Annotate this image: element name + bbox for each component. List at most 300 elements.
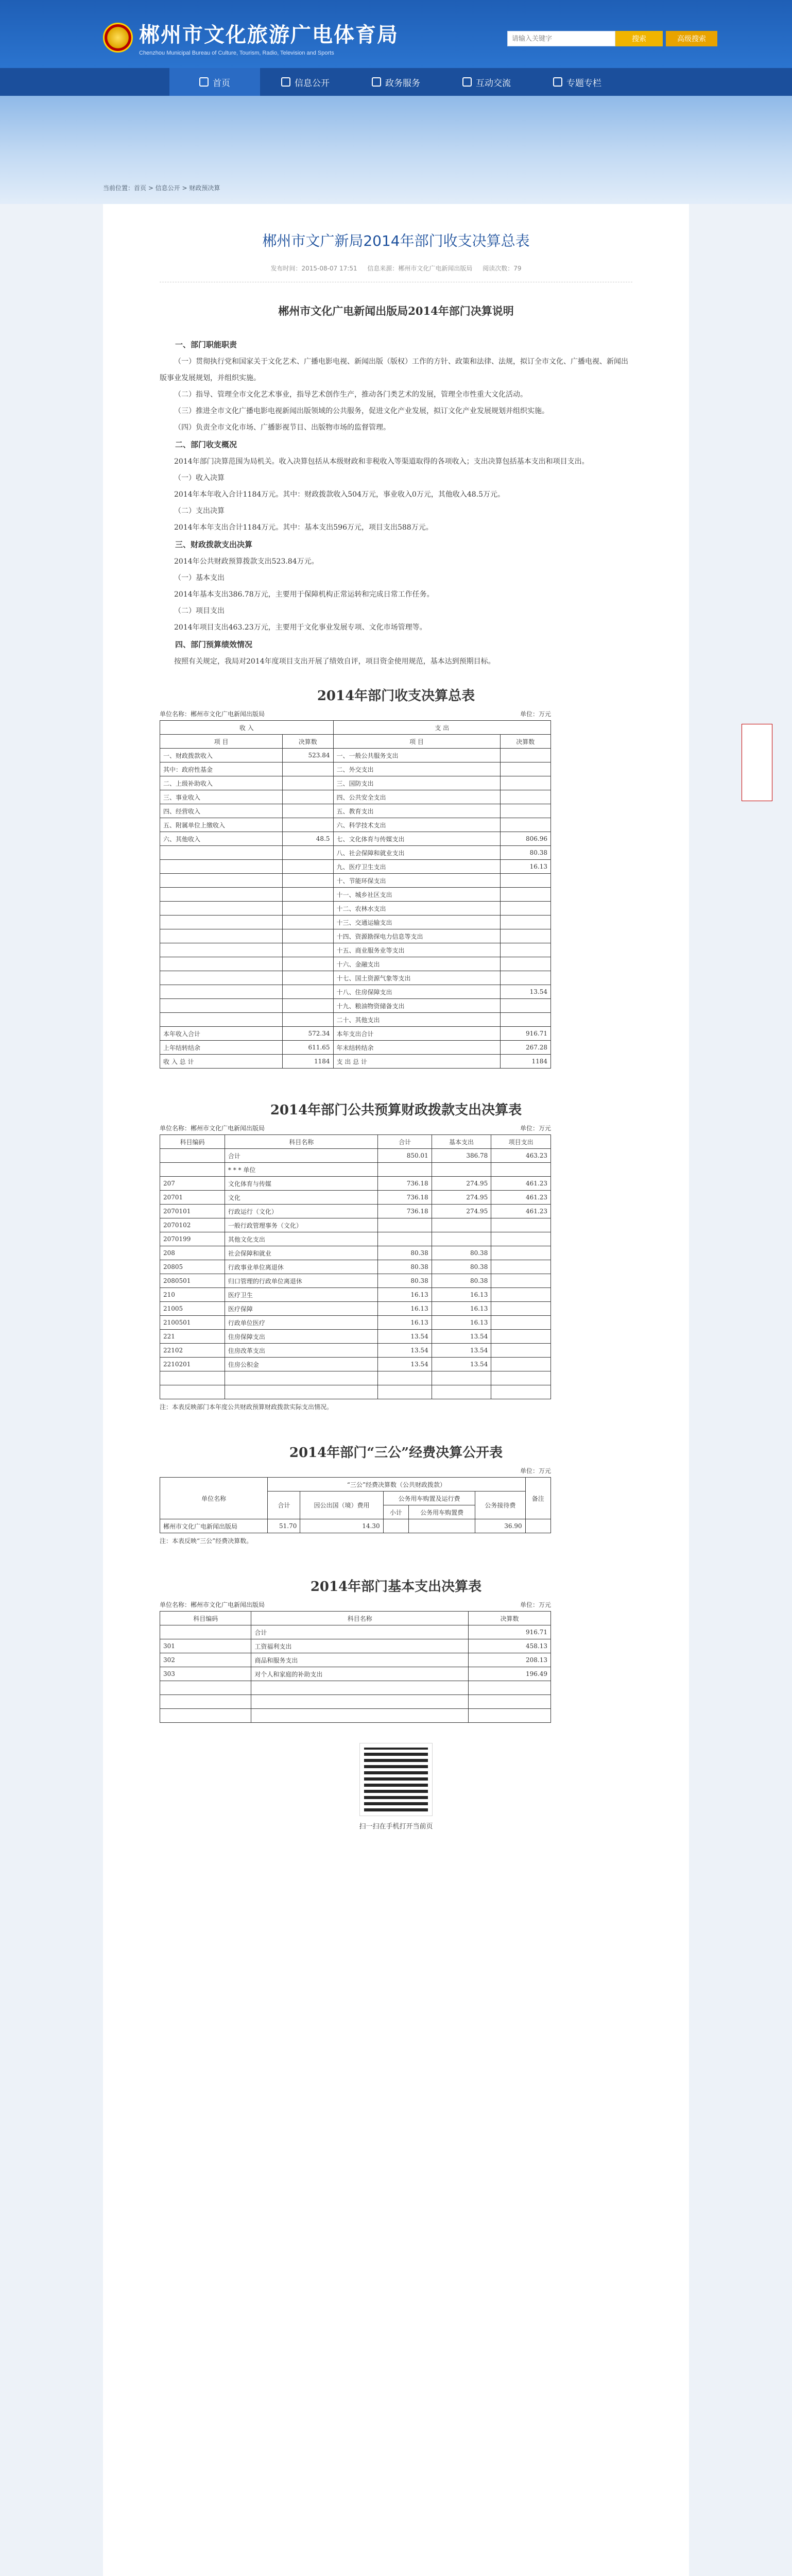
paragraph: （二）支出决算 xyxy=(174,507,225,515)
table-cell: 458.13 xyxy=(469,1639,551,1653)
table-cell xyxy=(469,1709,551,1723)
table-row xyxy=(160,1653,551,1667)
table-cell xyxy=(469,1695,551,1709)
doc-title: 郴州市文化广电新闻出版局2014年部门决算说明 xyxy=(278,304,514,317)
nav-info-public[interactable]: 信息公开 xyxy=(260,68,351,96)
table-cell xyxy=(283,999,333,1013)
table-row xyxy=(160,874,551,888)
table-cell: 公务接待费 xyxy=(475,1492,525,1519)
table-cell xyxy=(160,916,283,929)
table-cell xyxy=(500,818,550,832)
table-cell xyxy=(251,1709,469,1723)
table-cell: 科目名称 xyxy=(251,1612,469,1625)
table-row xyxy=(160,832,551,846)
table-cell: 14.30 xyxy=(300,1519,383,1533)
banner xyxy=(0,96,792,204)
table-cell xyxy=(491,1163,551,1177)
table-cell xyxy=(160,929,283,943)
table-cell: 16.13 xyxy=(378,1302,432,1316)
table-cell xyxy=(160,888,283,902)
table-row xyxy=(160,943,551,957)
table-row xyxy=(160,1639,551,1653)
table-cell xyxy=(500,804,550,818)
table-cell xyxy=(378,1371,432,1385)
table-cell: 社会保障和就业 xyxy=(225,1246,378,1260)
table-cell: 其中：政府性基金 xyxy=(160,762,283,776)
table-row xyxy=(160,1260,551,1274)
breadcrumb: 当前位置：首页 > 信息公开 > 财政预决算 xyxy=(103,184,220,192)
table-cell xyxy=(160,1695,251,1709)
main-nav xyxy=(0,68,792,96)
table1-title: 2014年部门收支决算总表 xyxy=(317,688,475,704)
table-cell: 决算数 xyxy=(500,735,550,749)
table-cell: 工资福利支出 xyxy=(251,1639,469,1653)
table-row xyxy=(160,1302,551,1316)
table-cell xyxy=(491,1316,551,1330)
table-cell: 十一、城乡社区支出 xyxy=(333,888,500,902)
nav-interaction[interactable]: 互动交流 xyxy=(441,68,532,96)
nav-gov-service[interactable]: 政务服务 xyxy=(351,68,441,96)
search-input[interactable] xyxy=(507,31,615,46)
table-cell: 住房公积金 xyxy=(225,1358,378,1371)
table-row xyxy=(160,1330,551,1344)
table-cell: 项 目 xyxy=(160,735,283,749)
table-cell: 22102 xyxy=(160,1344,225,1358)
advanced-search-button[interactable]: 高级搜索 xyxy=(666,31,717,46)
table-cell: 其他文化支出 xyxy=(225,1232,378,1246)
paragraph: （一）基本支出 xyxy=(174,574,225,582)
table-cell: 2100501 xyxy=(160,1316,225,1330)
table-row xyxy=(160,1163,551,1177)
table-cell xyxy=(500,749,550,762)
paragraph: （二）项目支出 xyxy=(174,607,225,615)
table-cell xyxy=(283,943,333,957)
side-float-badge[interactable] xyxy=(742,724,772,801)
table-cell xyxy=(160,1625,251,1639)
table-cell xyxy=(469,1681,551,1695)
table-row xyxy=(160,1232,551,1246)
table-cell: 项 目 xyxy=(333,735,500,749)
table-cell: 736.18 xyxy=(378,1177,432,1191)
table-cell: 商品和服务支出 xyxy=(251,1653,469,1667)
table-cell xyxy=(378,1385,432,1399)
table-cell: 合计 xyxy=(378,1135,432,1149)
table-cell: 916.71 xyxy=(500,1027,550,1041)
table-cell: 2070101 xyxy=(160,1205,225,1218)
table-cell: 小计 xyxy=(383,1505,408,1519)
table-row xyxy=(160,762,551,776)
table-row xyxy=(160,1191,551,1205)
table-cell xyxy=(283,1013,333,1027)
table-cell: 住房保障支出 xyxy=(225,1330,378,1344)
table-cell: 16.13 xyxy=(432,1302,491,1316)
qr-label: 扫一扫在手机打开当前页 xyxy=(359,1823,433,1831)
table-row xyxy=(160,1478,551,1492)
table-cell: “三公”经费决算数（公共财政拨款） xyxy=(268,1478,525,1492)
table-cell: 归口管理的行政单位离退休 xyxy=(225,1274,378,1288)
table-cell xyxy=(500,916,550,929)
table-cell xyxy=(251,1695,469,1709)
table-cell xyxy=(283,818,333,832)
table3-note: 注：本表反映“三公”经费决算数。 xyxy=(160,1537,253,1545)
table-row xyxy=(160,790,551,804)
table1-caption: 单位名称：郴州市文化广电新闻出版局 单位：万元 xyxy=(160,710,551,718)
table-cell xyxy=(225,1385,378,1399)
table2-note: 注：本表反映部门本年度公共财政预算财政拨款实际支出情况。 xyxy=(160,1403,333,1411)
three-public-table xyxy=(160,1477,551,1533)
table-cell: 十、节能环保支出 xyxy=(333,874,500,888)
table-row xyxy=(160,1612,551,1625)
table-cell xyxy=(160,860,283,874)
table-cell: 一、财政拨款收入 xyxy=(160,749,283,762)
paragraph: 按照有关规定，我局对2014年度项目支出开展了绩效自评，项目资金使用规范，基本达到预期目标。 xyxy=(174,657,495,666)
table-cell: 科目编码 xyxy=(160,1612,251,1625)
table-cell: 572.34 xyxy=(283,1027,333,1041)
table-row xyxy=(160,916,551,929)
table-cell: 收 入 总 计 xyxy=(160,1055,283,1069)
table-cell xyxy=(383,1519,408,1533)
table-cell xyxy=(283,776,333,790)
table-cell: 51.70 xyxy=(268,1519,300,1533)
table-cell: 备注 xyxy=(525,1478,550,1519)
search-button[interactable]: 搜索 xyxy=(615,31,663,46)
table-row xyxy=(160,1385,551,1399)
table-cell: 20805 xyxy=(160,1260,225,1274)
table-cell: 2070102 xyxy=(160,1218,225,1232)
table-cell: 五、教育支出 xyxy=(333,804,500,818)
table-cell: 16.13 xyxy=(432,1316,491,1330)
table-cell: 386.78 xyxy=(432,1149,491,1163)
chat-icon xyxy=(462,77,472,87)
table-cell: 196.49 xyxy=(469,1667,551,1681)
table-cell: * * * 单位 xyxy=(225,1163,378,1177)
table-cell: 合计 xyxy=(225,1149,378,1163)
table-cell xyxy=(283,971,333,985)
table-cell xyxy=(283,902,333,916)
table-cell: 302 xyxy=(160,1653,251,1667)
table-row xyxy=(160,1371,551,1385)
table-cell: 科目名称 xyxy=(225,1135,378,1149)
table-cell: 基本支出 xyxy=(432,1135,491,1149)
table4-caption: 单位名称：郴州市文化广电新闻出版局 单位：万元 xyxy=(160,1601,551,1608)
table-cell: 三、事业收入 xyxy=(160,790,283,804)
table-cell: 行政事业单位离退休 xyxy=(225,1260,378,1274)
nav-home[interactable]: 首页 xyxy=(169,68,260,96)
column-icon xyxy=(553,77,562,87)
table-cell xyxy=(500,776,550,790)
basic-expense-table xyxy=(160,1611,551,1723)
article-body xyxy=(160,336,632,670)
table-cell: 13.54 xyxy=(432,1330,491,1344)
table-row xyxy=(160,1344,551,1358)
paragraph: 2014年本年收入合计1184万元。其中：财政拨款收入504万元，事业收入0万元，其他收入48.5万元。 xyxy=(174,490,505,499)
table-cell: 六、其他收入 xyxy=(160,832,283,846)
table-cell: 267.28 xyxy=(500,1041,550,1055)
table-cell: 十八、住房保障支出 xyxy=(333,985,500,999)
table-cell: 13.54 xyxy=(378,1344,432,1358)
table-cell: 274.95 xyxy=(432,1205,491,1218)
table-cell xyxy=(283,985,333,999)
table-cell xyxy=(408,1519,475,1533)
table-cell xyxy=(378,1163,432,1177)
table-cell: 二十、其他支出 xyxy=(333,1013,500,1027)
table-cell: 736.18 xyxy=(378,1191,432,1205)
table-cell: 736.18 xyxy=(378,1205,432,1218)
table-cell: 611.65 xyxy=(283,1041,333,1055)
table-row xyxy=(160,846,551,860)
paragraph: 2014年本年支出合计1184万元。其中：基本支出596万元，项目支出588万元。 xyxy=(174,523,433,532)
qr-code xyxy=(360,1743,432,1816)
paragraph: 2014年基本支出386.78万元，主要用于保障机构正常运转和完成日常工作任务。 xyxy=(174,590,434,599)
table-cell: 四、公共安全支出 xyxy=(333,790,500,804)
table-row xyxy=(160,1288,551,1302)
table-row xyxy=(160,1041,551,1055)
section-heading: 四、部门预算绩效情况 xyxy=(175,640,253,649)
table2-caption: 单位名称：郴州市文化广电新闻出版局 单位：万元 xyxy=(160,1125,551,1132)
table-row xyxy=(160,1135,551,1149)
table-cell: 十四、资源勘探电力信息等支出 xyxy=(333,929,500,943)
table-cell: 十六、金融支出 xyxy=(333,957,500,971)
paragraph: 2014年项目支出463.23万元，主要用于文化事业发展专项、文化市场管理等。 xyxy=(174,623,427,632)
table-cell xyxy=(378,1218,432,1232)
table-cell: 文化体育与传媒 xyxy=(225,1177,378,1191)
table-row xyxy=(160,1274,551,1288)
income-expense-table xyxy=(160,720,551,1069)
table-cell: 806.96 xyxy=(500,832,550,846)
paragraph: （一）贯彻执行党和国家关于文化艺术、广播电影电视、新闻出版（版权）工作的方针、政策和法律、法规，拟订全市文化、广播电视、新闻出版事业发展规划，并组织实施。 xyxy=(160,358,628,382)
table-cell: 十三、交通运输支出 xyxy=(333,916,500,929)
table-cell xyxy=(283,929,333,943)
table-cell xyxy=(500,999,550,1013)
table-cell xyxy=(160,943,283,957)
table-cell: 郴州市文化广电新闻出版局 xyxy=(160,1519,268,1533)
table-row xyxy=(160,929,551,943)
table-row xyxy=(160,860,551,874)
table-cell: 五、附属单位上缴收入 xyxy=(160,818,283,832)
table-cell xyxy=(283,916,333,929)
table2-title: 2014年部门公共预算财政拨款支出决算表 xyxy=(270,1103,522,1118)
table-cell xyxy=(160,1371,225,1385)
table-cell: 2210201 xyxy=(160,1358,225,1371)
table-cell: 单位名称 xyxy=(160,1478,268,1519)
table3-caption: 单位：万元 xyxy=(520,1467,551,1475)
table-row xyxy=(160,1681,551,1695)
info-source: 信息来源：郴州市文化广电新闻出版局 xyxy=(367,265,473,272)
paragraph: （一）收入决算 xyxy=(174,474,225,482)
table-cell xyxy=(432,1163,491,1177)
table-cell: 行政运行（文化） xyxy=(225,1205,378,1218)
table-cell xyxy=(491,1330,551,1344)
table-cell: 80.38 xyxy=(378,1274,432,1288)
section-heading: 二、部门收支概况 xyxy=(175,440,237,449)
section-heading: 一、部门职能职责 xyxy=(175,340,237,349)
article-title: 郴州市文广新局2014年部门收支决算总表 xyxy=(262,232,530,249)
table-cell: 303 xyxy=(160,1667,251,1681)
table-cell: 274.95 xyxy=(432,1177,491,1191)
table-cell: 医疗保障 xyxy=(225,1302,378,1316)
paragraph: 2014年公共财政预算拨款支出523.84万元。 xyxy=(174,557,319,566)
table-cell: 80.38 xyxy=(378,1260,432,1274)
table-cell xyxy=(432,1385,491,1399)
table-cell: 301 xyxy=(160,1639,251,1653)
article-content xyxy=(103,204,689,2576)
table-cell xyxy=(251,1681,469,1695)
table-row xyxy=(160,1177,551,1191)
table-cell: 80.38 xyxy=(432,1260,491,1274)
site-logo[interactable] xyxy=(103,19,399,56)
table-cell xyxy=(500,1013,550,1027)
paragraph: （三）推进全市文化广播电影电视新闻出版领域的公共服务，促进文化产业发展，拟订文化产业发展规划并组织实施。 xyxy=(174,407,549,415)
table-cell xyxy=(491,1358,551,1371)
table-cell xyxy=(283,860,333,874)
table-cell xyxy=(432,1371,491,1385)
table-row xyxy=(160,1055,551,1069)
service-icon xyxy=(372,77,381,87)
table-cell xyxy=(160,1149,225,1163)
table-cell xyxy=(500,929,550,943)
table-cell: 36.90 xyxy=(475,1519,525,1533)
table-cell: 公务用车购置及运行费 xyxy=(383,1492,475,1505)
table-row xyxy=(160,1149,551,1163)
table-cell: 科目编码 xyxy=(160,1135,225,1149)
table-cell: 住房改革支出 xyxy=(225,1344,378,1358)
site-name: 郴州市文化旅游广电体育局 xyxy=(139,23,399,47)
table-cell xyxy=(283,846,333,860)
table-cell: 三、国防支出 xyxy=(333,776,500,790)
table-cell xyxy=(160,957,283,971)
table-row xyxy=(160,1013,551,1027)
table-cell xyxy=(491,1260,551,1274)
table-cell xyxy=(378,1232,432,1246)
table-cell xyxy=(160,971,283,985)
table-cell: 16.13 xyxy=(378,1316,432,1330)
public-budget-table xyxy=(160,1134,551,1399)
table-cell: 本年收入合计 xyxy=(160,1027,283,1041)
table-cell: 上年结转结余 xyxy=(160,1041,283,1055)
table-cell xyxy=(491,1302,551,1316)
table-row xyxy=(160,985,551,999)
search-bar xyxy=(507,31,717,46)
table-cell: 210 xyxy=(160,1288,225,1302)
table-cell: 收 入 xyxy=(160,721,334,735)
table-row xyxy=(160,888,551,902)
table-cell: 对个人和家庭的补助支出 xyxy=(251,1667,469,1681)
table-cell: 850.01 xyxy=(378,1149,432,1163)
table-cell: 208.13 xyxy=(469,1653,551,1667)
table-cell: 461.23 xyxy=(491,1177,551,1191)
table-cell: 一般行政管理事务（文化） xyxy=(225,1218,378,1232)
table-cell: 13.54 xyxy=(378,1330,432,1344)
table-cell: 十二、农林水支出 xyxy=(333,902,500,916)
table-row xyxy=(160,721,551,735)
table4-title: 2014年部门基本支出决算表 xyxy=(310,1579,482,1595)
table-cell: 支 出 总 计 xyxy=(333,1055,500,1069)
table-cell: 2070199 xyxy=(160,1232,225,1246)
table-cell: 支 出 xyxy=(333,721,550,735)
section-heading: 三、财政拨款支出决算 xyxy=(175,540,253,549)
national-emblem-icon xyxy=(103,23,133,53)
table-cell xyxy=(283,874,333,888)
table-cell xyxy=(525,1519,550,1533)
table-cell: 1184 xyxy=(500,1055,550,1069)
table-cell: 16.13 xyxy=(378,1288,432,1302)
table-row xyxy=(160,971,551,985)
table-row xyxy=(160,1358,551,1371)
table-cell xyxy=(283,957,333,971)
table-cell xyxy=(491,1385,551,1399)
table-cell: 决算数 xyxy=(283,735,333,749)
table-cell xyxy=(160,902,283,916)
table-cell: 48.5 xyxy=(283,832,333,846)
table-row xyxy=(160,1709,551,1723)
table-row xyxy=(160,957,551,971)
table-cell xyxy=(491,1344,551,1358)
table3-title: 2014年部门“三公”经费决算公开表 xyxy=(289,1445,503,1461)
table-cell xyxy=(160,1013,283,1027)
table-cell: 因公出国（境）费用 xyxy=(300,1492,383,1519)
table-cell: 461.23 xyxy=(491,1191,551,1205)
article-meta xyxy=(160,264,632,282)
table-row xyxy=(160,1205,551,1218)
table-cell xyxy=(160,1163,225,1177)
table-cell xyxy=(500,957,550,971)
table-cell: 463.23 xyxy=(491,1149,551,1163)
nav-special[interactable]: 专题专栏 xyxy=(532,68,623,96)
table-cell: 医疗卫生 xyxy=(225,1288,378,1302)
table-row xyxy=(160,735,551,749)
table-cell xyxy=(160,874,283,888)
table-cell: 523.84 xyxy=(283,749,333,762)
table-row xyxy=(160,1625,551,1639)
table-row xyxy=(160,1246,551,1260)
table-row xyxy=(160,1519,551,1533)
table-cell: 916.71 xyxy=(469,1625,551,1639)
table-row xyxy=(160,776,551,790)
table-cell xyxy=(160,1385,225,1399)
table-cell: 274.95 xyxy=(432,1191,491,1205)
table-cell: 80.38 xyxy=(432,1274,491,1288)
site-header xyxy=(0,0,792,68)
table-row xyxy=(160,902,551,916)
table-cell: 公务用车购置费 xyxy=(408,1505,475,1519)
table-row xyxy=(160,1218,551,1232)
table-cell: 行政单位医疗 xyxy=(225,1316,378,1330)
table-cell xyxy=(500,790,550,804)
publish-time: 发布时间：2015-08-07 17:51 xyxy=(270,265,357,272)
table-cell xyxy=(432,1218,491,1232)
table-cell: 13.54 xyxy=(378,1358,432,1371)
table-cell: 十五、商业服务业等支出 xyxy=(333,943,500,957)
table-cell xyxy=(491,1274,551,1288)
table-cell xyxy=(491,1246,551,1260)
table-cell: 80.38 xyxy=(500,846,550,860)
table-row xyxy=(160,818,551,832)
table-row xyxy=(160,1695,551,1709)
info-icon xyxy=(281,77,290,87)
table-cell: 八、社会保障和就业支出 xyxy=(333,846,500,860)
table-cell xyxy=(160,985,283,999)
table-cell: 20701 xyxy=(160,1191,225,1205)
paragraph: （四）负责全市文化市场、广播影视节目、出版物市场的监督管理。 xyxy=(174,423,390,432)
table-cell xyxy=(432,1232,491,1246)
home-icon xyxy=(199,77,209,87)
table-cell xyxy=(160,999,283,1013)
table-cell: 1184 xyxy=(283,1055,333,1069)
table-cell xyxy=(160,846,283,860)
table-cell: 13.54 xyxy=(432,1344,491,1358)
table-cell xyxy=(283,888,333,902)
view-count: 阅读次数：79 xyxy=(483,265,522,272)
